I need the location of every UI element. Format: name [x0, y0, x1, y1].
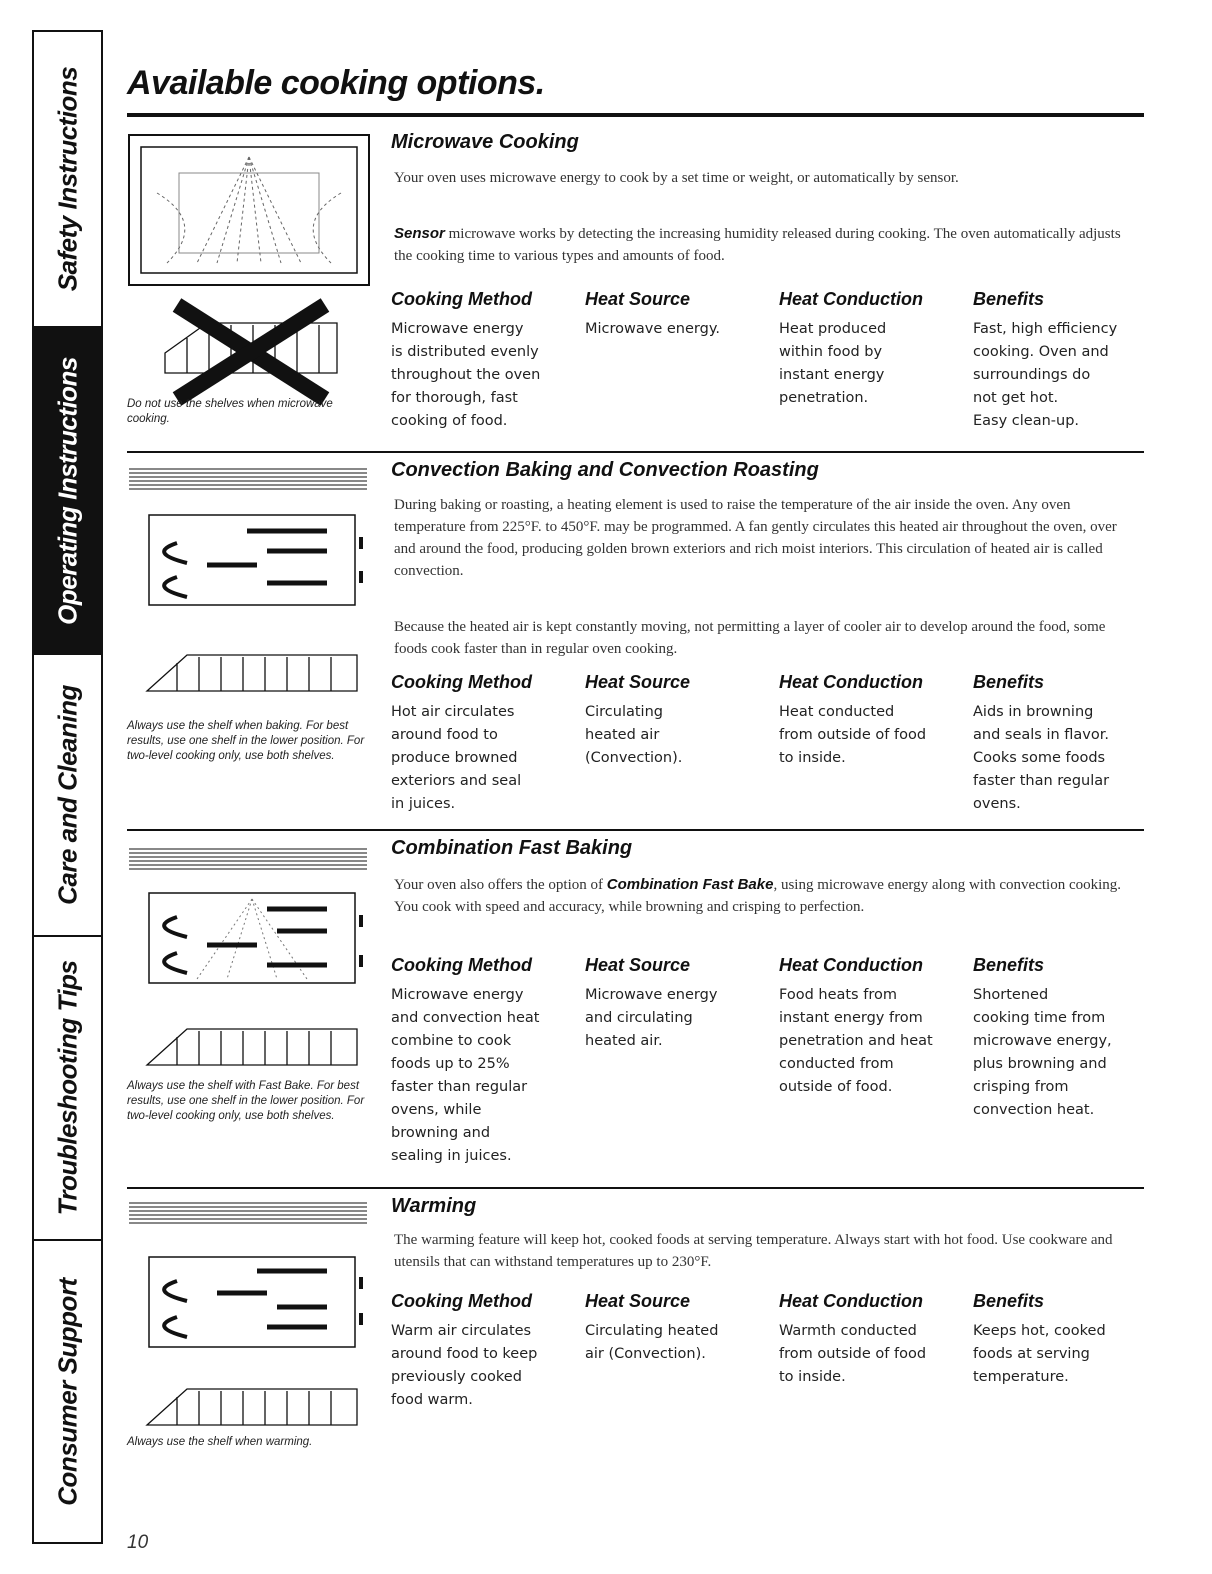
figure-caption: Always use the shelf with Fast Bake. For best results, use one shelf in the lower position. For two-level cooking only, use both shelves.	[127, 1080, 365, 1122]
paragraph-text: , using microwave energy along with convection cooking. You cook with speed and accuracy, while browning and crisping to perfection.	[394, 877, 1122, 915]
microwave-oven-icon	[127, 133, 372, 413]
tab-care-and-cleaning[interactable]	[34, 655, 101, 937]
section-paragraph	[394, 223, 1142, 267]
column-value: Microwave energy and convection heat combine to cook foods up to 25% faster than regular ovens, while browning and sealing in juices.	[391, 987, 540, 1164]
tab-label: Safety Instructions	[52, 66, 82, 292]
tab-label: Operating Instructions	[52, 356, 82, 625]
column-benefits	[973, 1291, 1143, 1389]
column-value: Heat conducted from outside of food to inside.	[779, 704, 927, 766]
section-warming	[127, 1187, 1144, 1477]
warming-illustration	[127, 1199, 372, 1439]
column-value: Food heats from instant energy from penetration and heat conducted from outside of food.	[779, 987, 933, 1095]
column-value: Aids in browning and seals in flavor. Cooks some foods faster than regular ovens.	[973, 704, 1110, 812]
fast-bake-oven-icon	[127, 843, 372, 1083]
paragraph-lead: Sensor	[394, 225, 445, 242]
column-heat-conduction	[779, 672, 969, 770]
column-heat-source	[585, 672, 775, 770]
tab-safety-instructions[interactable]	[34, 32, 101, 328]
column-cooking-method	[391, 289, 581, 433]
column-header: Benefits	[973, 289, 1045, 309]
column-header: Heat Source	[585, 955, 691, 975]
column-benefits	[973, 955, 1143, 1122]
section-combination-fast-baking	[127, 829, 1144, 1181]
figure-caption: Do not use the shelves when microwave cooking.	[127, 398, 333, 425]
tab-operating-instructions[interactable]	[34, 328, 101, 655]
title-rule	[127, 113, 1144, 117]
section-title: Combination Fast Baking	[391, 837, 633, 859]
paragraph-text: microwave works by detecting the increasing humidity released during cooking. The oven automatically adjusts the cooking time to various types and amounts of food.	[394, 226, 1121, 264]
convection-oven-icon	[127, 465, 372, 715]
tab-label: Troubleshooting Tips	[52, 960, 82, 1216]
column-heat-source	[585, 1291, 775, 1366]
column-value: Fast, high efficiency cooking. Oven and surroundings do not get hot. Easy clean-up.	[973, 321, 1118, 429]
paragraph-text: Your oven uses microwave energy to cook by a set time or weight, or automatically by sensor.	[394, 170, 959, 186]
column-header: Benefits	[973, 1291, 1045, 1311]
column-header: Heat Source	[585, 672, 691, 692]
column-value: Microwave energy is distributed evenly throughout the oven for thorough, fast cooking of food.	[391, 321, 541, 429]
column-benefits	[973, 289, 1143, 433]
column-cooking-method	[391, 1291, 581, 1412]
section-microwave-cooking	[127, 125, 1144, 447]
figure-caption: Always use the shelf when warming.	[127, 1436, 313, 1448]
section-paragraph	[394, 874, 1142, 918]
column-value: Microwave energy.	[585, 321, 720, 337]
section-paragraph	[394, 494, 1142, 582]
microwave-illustration	[127, 133, 372, 433]
column-header: Heat Conduction	[779, 289, 923, 309]
column-value: Keeps hot, cooked foods at serving temperature.	[973, 1323, 1106, 1385]
paragraph-pre: Your oven also offers the option of	[394, 877, 607, 893]
column-value: Heat produced within food by instant energy penetration.	[779, 321, 887, 406]
column-value: Hot air circulates around food to produce browned exteriors and seal in juices.	[391, 704, 522, 812]
column-header: Cooking Method	[391, 672, 532, 692]
column-value: Circulating heated air (Convection).	[585, 1323, 719, 1362]
section-title: Convection Baking and Convection Roasting	[391, 459, 819, 481]
column-heat-source	[585, 289, 775, 341]
column-header: Heat Source	[585, 289, 691, 309]
paragraph-text: Because the heated air is kept constantly moving, not permitting a layer of cooler air to develop around the food, some foods cook faster than in regular oven cooking.	[394, 619, 1106, 657]
column-value: Microwave energy and circulating heated air.	[585, 987, 718, 1049]
section-paragraph	[394, 616, 1142, 660]
column-header: Heat Conduction	[779, 672, 923, 692]
paragraph-text: During baking or roasting, a heating element is used to raise the temperature of the air inside the oven. Any oven temperature from 225°F. to 450°F. may be programmed. A fan gently circulates this heated air throughout the oven, over and around the food, producing golden brown exteriors and rich moist interiors. This circulation of heated air is called convection.	[394, 497, 1117, 579]
page-number: 10	[127, 1532, 149, 1553]
column-header: Benefits	[973, 955, 1045, 975]
tab-label: Consumer Support	[52, 1277, 82, 1506]
paragraph-lead: Combination Fast Bake	[606, 876, 774, 893]
section-title: Warming	[391, 1195, 477, 1217]
section-content	[391, 451, 1143, 829]
column-header: Benefits	[973, 672, 1045, 692]
tab-consumer-support[interactable]	[34, 1241, 101, 1542]
section-paragraph	[394, 167, 1142, 189]
paragraph-text: The warming feature will keep hot, cooked foods at serving temperature. Always start with hot food. Use cookware and utensils that can withstand temperatures up to 230°F.	[394, 1232, 1113, 1270]
column-value: Warmth conducted from outside of food to inside.	[779, 1323, 927, 1385]
column-heat-conduction	[779, 1291, 969, 1389]
column-value: Circulating heated air (Convection).	[585, 704, 683, 766]
column-cooking-method	[391, 955, 581, 1168]
column-cooking-method	[391, 672, 581, 816]
section-paragraph	[394, 1229, 1142, 1273]
column-header: Cooking Method	[391, 955, 532, 975]
warming-oven-icon	[127, 1199, 372, 1435]
section-content	[391, 829, 1143, 1181]
page-title: Available cooking options.	[127, 64, 545, 102]
column-header: Cooking Method	[391, 1291, 532, 1311]
section-content	[391, 1187, 1143, 1477]
section-title: Microwave Cooking	[391, 131, 579, 153]
tab-troubleshooting-tips[interactable]	[34, 937, 101, 1241]
section-convection-baking	[127, 451, 1144, 829]
column-heat-source	[585, 955, 775, 1053]
column-value: Warm air circulates around food to keep previously cooked food warm.	[391, 1323, 538, 1408]
tab-label: Care and Cleaning	[52, 685, 82, 905]
convection-illustration	[127, 465, 372, 715]
column-header: Heat Conduction	[779, 1291, 923, 1311]
column-header: Cooking Method	[391, 289, 532, 309]
section-content	[391, 125, 1143, 447]
column-benefits	[973, 672, 1143, 816]
column-heat-conduction	[779, 955, 969, 1099]
figure-caption: Always use the shelf when baking. For best results, use one shelf in the lower position. For two-level cooking only, use both shelves.	[127, 720, 365, 762]
section-sidebar	[32, 30, 103, 1544]
fast-bake-illustration	[127, 843, 372, 1083]
column-header: Heat Conduction	[779, 955, 923, 975]
column-heat-conduction	[779, 289, 969, 410]
column-value: Shortened cooking time from microwave energy, plus browning and crisping from convection heat.	[973, 987, 1112, 1118]
column-header: Heat Source	[585, 1291, 691, 1311]
